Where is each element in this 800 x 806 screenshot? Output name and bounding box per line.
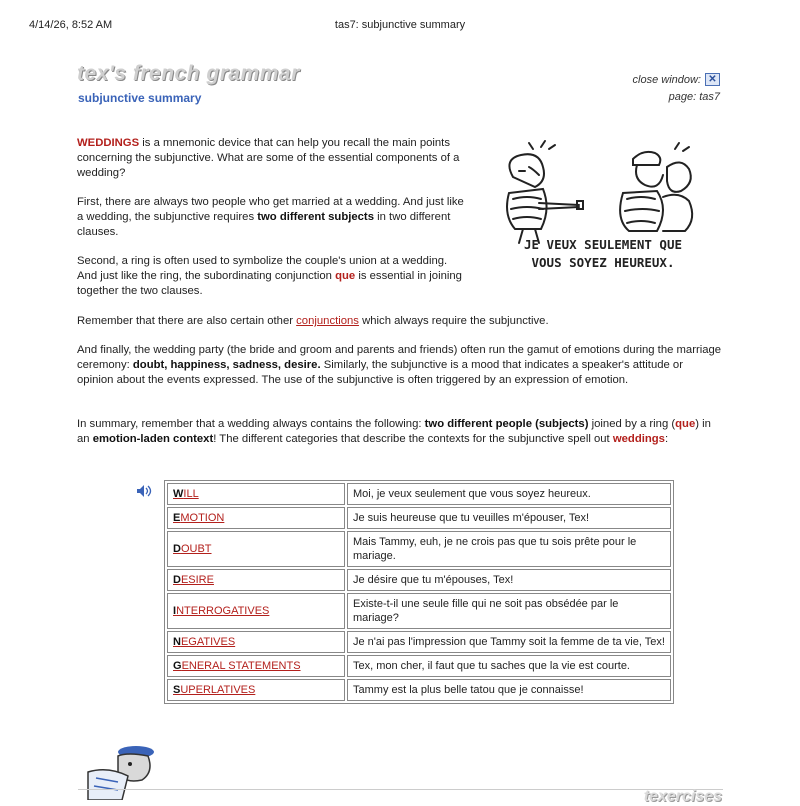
category-link[interactable] xyxy=(173,512,224,524)
subjunctive-categories-table xyxy=(164,480,674,704)
texercises-logo[interactable]: texercises xyxy=(643,788,722,805)
category-rest: UPERLATIVES xyxy=(180,684,256,696)
example-sentence: Moi, je veux seulement que vous soyez heureux. xyxy=(347,483,671,505)
category-rest: ESIRE xyxy=(180,574,214,586)
category-initial: W xyxy=(173,488,184,500)
paragraph-emotions: And finally, the wedding party (the bride and groom and parents and friends) often run the gamut of emotions during the marriage ceremony: doubt, happiness, sadness, desire. Similarly, the subjunctive is a mood that indicates a speaker's attitude or opinion about the events expressed. The use of the subjunctive is often triggered by an expression of emotion. xyxy=(77,344,722,386)
speaker-icon[interactable] xyxy=(136,484,152,498)
category-initial: E xyxy=(173,512,181,524)
category-cell xyxy=(167,483,345,505)
category-rest: EGATIVES xyxy=(180,636,236,648)
category-initial: G xyxy=(173,660,182,672)
category-cell xyxy=(167,531,345,567)
cartoon-caption-2: VOUS SOYEZ HEUREUX. xyxy=(531,255,675,270)
paragraph-ring: Second, a ring is often used to symbolize the couple's union at a wedding. And just like the ring, the subordinating conjunction que is essential in joining together the two clauses. xyxy=(77,255,462,297)
category-initial: I xyxy=(173,605,177,617)
table-row xyxy=(167,679,671,701)
armadillo-cartoon xyxy=(483,137,723,277)
paragraph-two-subjects: First, there are always two people who get married at a wedding. And just like a wedding, the subjunctive requires two different subjects in two different clauses. xyxy=(77,196,464,238)
category-cell xyxy=(167,679,345,701)
example-sentence: Tex, mon cher, il faut que tu saches que la vie est courte. xyxy=(347,655,671,677)
table-row xyxy=(167,483,671,505)
example-sentence: Je désire que tu m'épouses, Tex! xyxy=(347,569,671,591)
example-sentence: Je suis heureuse que tu veuilles m'épouser, Tex! xyxy=(347,507,671,529)
example-sentence: Je n'ai pas l'impression que Tammy soit la femme de ta vie, Tex! xyxy=(347,631,671,653)
category-rest: MOTION xyxy=(180,512,225,524)
category-link[interactable] xyxy=(173,605,269,617)
table-row xyxy=(167,655,671,677)
table-row xyxy=(167,593,671,629)
paragraph-conjunctions: Remember that there are also certain other conjunctions which always require the subjunctive. xyxy=(77,315,549,327)
category-initial: D xyxy=(173,574,181,586)
close-window-label: close window: xyxy=(632,73,701,86)
category-link[interactable] xyxy=(173,660,301,672)
category-cell xyxy=(167,569,345,591)
conjunctions-link[interactable]: conjunctions xyxy=(296,315,359,327)
table-row xyxy=(167,531,671,567)
cartoon-caption-1: JE VEUX SEULEMENT QUE xyxy=(523,237,683,252)
category-rest: NTERROGATIVES xyxy=(176,605,270,617)
intro-paragraph: WEDDINGS is a mnemonic device that can help you recall the main points concerning the subjunctive. What are some of the essential components of a wedding? xyxy=(77,137,460,179)
footer-divider xyxy=(78,789,723,790)
print-doc-title: tas7: subjunctive summary xyxy=(334,19,466,31)
category-cell xyxy=(167,655,345,677)
print-datetime: 4/14/26, 8:52 AM xyxy=(29,19,113,31)
print-header xyxy=(0,19,800,35)
category-initial: S xyxy=(173,684,181,696)
table-row xyxy=(167,631,671,653)
category-link[interactable] xyxy=(173,636,235,648)
category-rest: ILL xyxy=(183,488,199,500)
paragraph-summary: In summary, remember that a wedding always contains the following: two different people (subjects) joined by a ring (que) in an emotion-laden context! The different categories that describe the contexts for the subjunctive spell out weddings: xyxy=(77,418,711,445)
category-cell xyxy=(167,631,345,653)
tex-mascot-icon[interactable] xyxy=(78,742,168,800)
mnemonic-word: WEDDINGS xyxy=(77,137,140,149)
table-row xyxy=(167,569,671,591)
category-link[interactable] xyxy=(173,543,212,555)
category-initial: N xyxy=(173,636,181,648)
example-sentence: Mais Tammy, euh, je ne crois pas que tu sois prête pour le mariage. xyxy=(347,531,671,567)
site-logo[interactable]: tex's french grammar xyxy=(77,62,300,85)
category-link[interactable] xyxy=(173,488,199,500)
example-sentence: Tammy est la plus belle tatou que je connaisse! xyxy=(347,679,671,701)
category-rest: OUBT xyxy=(180,543,212,555)
category-rest: ENERAL STATEMENTS xyxy=(181,660,301,672)
table-row xyxy=(167,507,671,529)
category-link[interactable] xyxy=(173,684,255,696)
example-sentence: Existe-t-il une seule fille qui ne soit pas obsédée par le mariage? xyxy=(347,593,671,629)
category-cell xyxy=(167,507,345,529)
category-cell xyxy=(167,593,345,629)
page-id: page: tas7 xyxy=(668,91,720,103)
close-window[interactable] xyxy=(633,73,720,86)
close-icon[interactable]: ✕ xyxy=(705,73,720,86)
category-initial: D xyxy=(173,543,181,555)
category-link[interactable] xyxy=(173,574,214,586)
page-subtitle: subjunctive summary xyxy=(78,91,202,105)
